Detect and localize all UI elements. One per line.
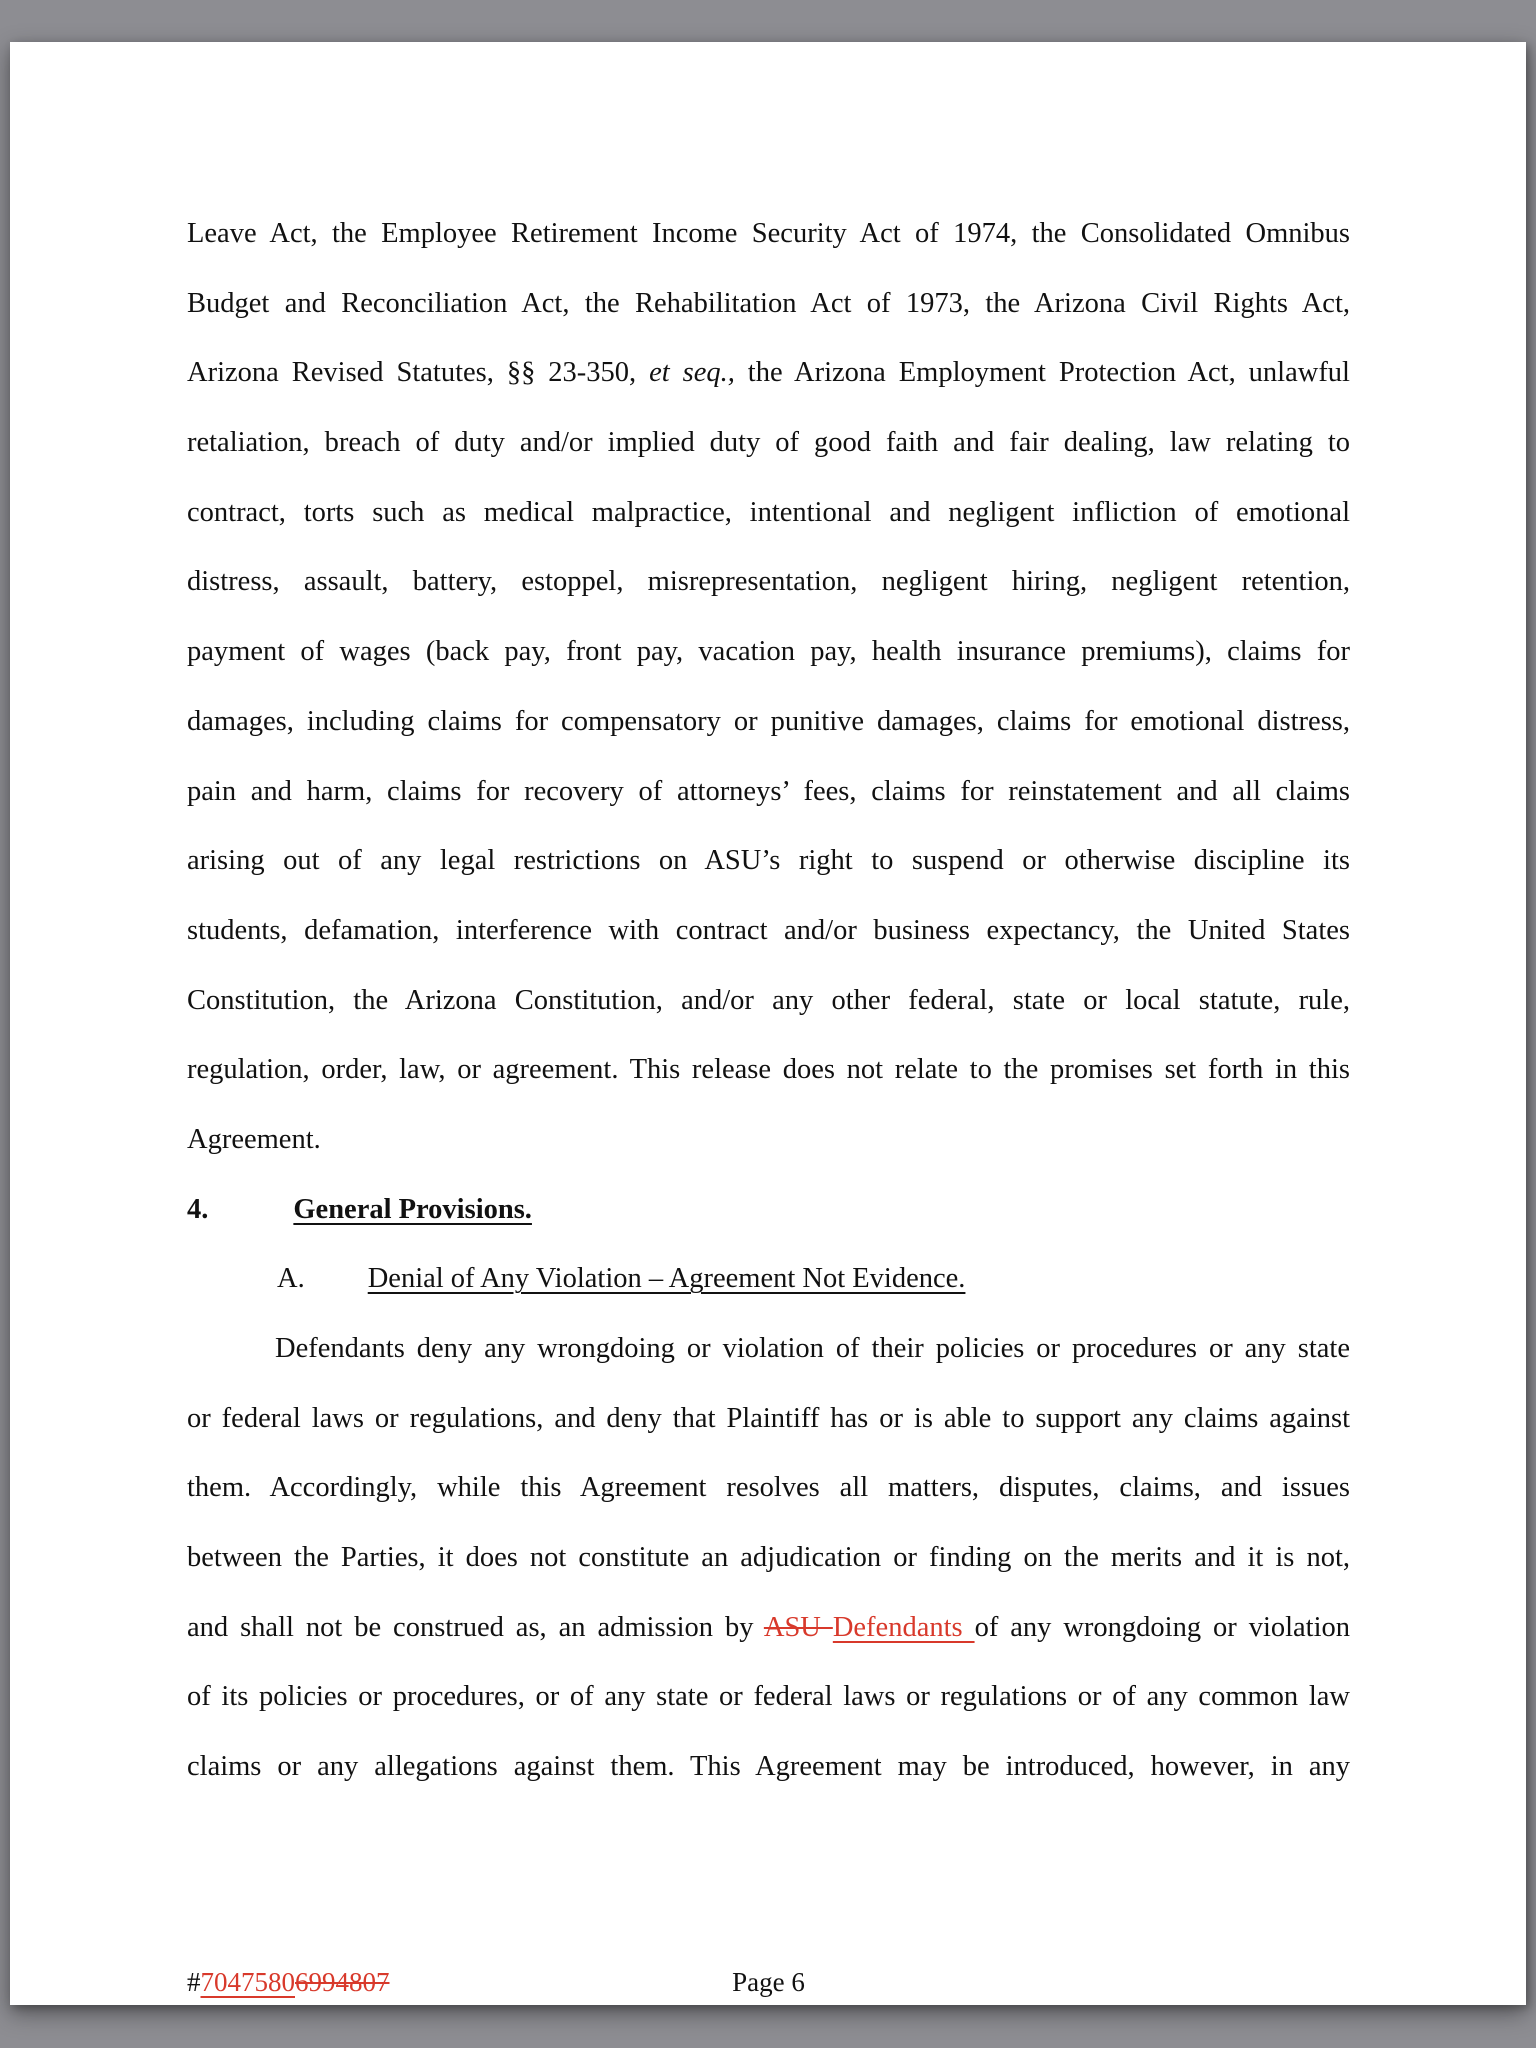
opening-paragraph-line bbox=[187, 826, 1350, 896]
text-run: of its policies or procedures, or of any state or federal laws or regulations or of any common law bbox=[187, 1681, 1350, 1713]
text-run: Arizona Revised Statutes, §§ 23-350, bbox=[187, 357, 650, 389]
document-text bbox=[187, 199, 1350, 1802]
footer-page-number: Page 6 bbox=[732, 1967, 805, 1997]
text-run: A. bbox=[277, 1263, 305, 1295]
text-run: pain and harm, claims for recovery of attorneys’ fees, claims for reinstatement and all claims bbox=[187, 775, 1350, 807]
text-run: Defendants bbox=[832, 1611, 975, 1643]
text-run: students, defamation, interference with contract and/or business expectancy, the United States bbox=[187, 914, 1350, 946]
tab-spacer bbox=[305, 1286, 368, 1287]
denial-paragraph-line bbox=[187, 1523, 1350, 1593]
opening-paragraph-line bbox=[187, 617, 1350, 687]
opening-paragraph-line bbox=[187, 896, 1350, 966]
text-run: 4. bbox=[187, 1193, 209, 1225]
tab-spacer bbox=[187, 1286, 277, 1287]
denial-paragraph-line bbox=[187, 1732, 1350, 1802]
text-run: Defendants deny any wrongdoing or violation of their policies or procedures or any state bbox=[275, 1333, 1350, 1364]
document-page bbox=[10, 42, 1526, 2005]
opening-paragraph-line bbox=[187, 687, 1350, 757]
opening-paragraph-line bbox=[187, 1035, 1350, 1105]
opening-paragraph-line bbox=[187, 547, 1350, 617]
text-run: claims or any allegations against them. This Agreement may be introduced, however, in any bbox=[187, 1751, 1350, 1783]
tab-spacer bbox=[187, 1356, 275, 1357]
denial-paragraph-line bbox=[187, 1453, 1350, 1523]
text-run: contract, torts such as medical malpractice, intentional and negligent infliction of emotional bbox=[187, 496, 1350, 528]
text-run: the Arizona Employment Protection Act, unlawful bbox=[734, 357, 1350, 389]
text-run: Budget and Reconciliation Act, the Rehabilitation Act of 1973, the Arizona Civil Rights Act, bbox=[187, 287, 1350, 319]
text-run: damages, including claims for compensatory or punitive damages, claims for emotional distress, bbox=[187, 705, 1350, 737]
text-run: Denial of Any Violation – Agreement Not Evidence. bbox=[367, 1263, 966, 1295]
denial-paragraph-line bbox=[187, 1662, 1350, 1732]
text-run: # bbox=[187, 1967, 201, 1997]
text-run: regulation, order, law, or agreement. This release does not relate to the promises set forth in this bbox=[187, 1054, 1350, 1086]
text-run: them. Accordingly, while this Agreement resolves all matters, disputes, claims, and issues bbox=[187, 1472, 1350, 1504]
opening-paragraph-line bbox=[187, 1105, 1350, 1175]
subsection-heading-line bbox=[187, 1244, 1350, 1314]
text-run: retaliation, breach of duty and/or implied duty of good faith and fair dealing, law relating to bbox=[187, 427, 1350, 459]
text-run: or federal laws or regulations, and deny that Plaintiff has or is able to support any claims against bbox=[187, 1402, 1350, 1434]
opening-paragraph-line bbox=[187, 966, 1350, 1036]
text-run: and shall not be construed as, an admission by bbox=[187, 1611, 764, 1643]
text-run: General Provisions. bbox=[293, 1193, 532, 1225]
text-run: 6994807 bbox=[295, 1967, 390, 1997]
opening-paragraph-line bbox=[187, 478, 1350, 548]
text-run: Agreement. bbox=[187, 1123, 321, 1155]
text-run: Constitution, the Arizona Constitution, and/or any other federal, state or local statute, rule, bbox=[187, 984, 1350, 1016]
text-run: 7047580 bbox=[200, 1967, 295, 1997]
opening-paragraph-line bbox=[187, 757, 1350, 827]
opening-paragraph-line bbox=[187, 269, 1350, 339]
text-run: of any wrongdoing or violation bbox=[974, 1611, 1351, 1643]
text-run: between the Parties, it does not constitute an adjudication or finding on the merits and it is not, bbox=[187, 1542, 1350, 1574]
text-run: payment of wages (back pay, front pay, vacation pay, health insurance premiums), claims for bbox=[187, 636, 1350, 668]
text-run: et seq., bbox=[649, 357, 735, 389]
section-heading-line bbox=[187, 1175, 1350, 1245]
denial-paragraph-line bbox=[187, 1384, 1350, 1454]
denial-paragraph-line bbox=[187, 1314, 1350, 1384]
opening-paragraph-line bbox=[187, 199, 1350, 269]
text-run: Leave Act, the Employee Retirement Income Security Act of 1974, the Consolidated Omnibus bbox=[187, 218, 1350, 249]
text-run: arising out of any legal restrictions on ASU’s right to suspend or otherwise discipline its bbox=[187, 845, 1350, 877]
tab-spacer bbox=[208, 1217, 293, 1218]
denial-paragraph-line bbox=[187, 1593, 1350, 1663]
text-run: distress, assault, battery, estoppel, misrepresentation, negligent hiring, negligent retention, bbox=[187, 566, 1350, 598]
opening-paragraph-line bbox=[187, 338, 1350, 408]
page-footer bbox=[187, 1962, 1350, 2002]
opening-paragraph-line bbox=[187, 408, 1350, 478]
text-run: ASU bbox=[763, 1611, 833, 1643]
